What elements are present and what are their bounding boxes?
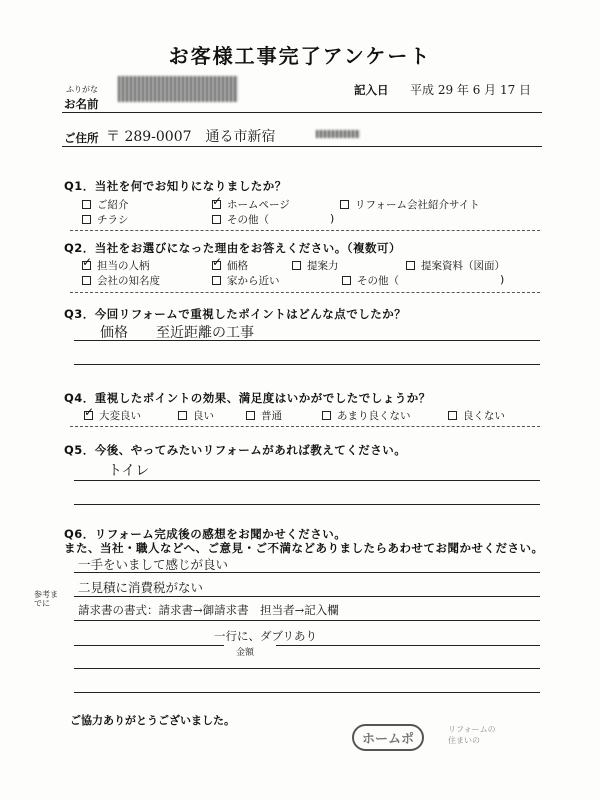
q4-divider bbox=[70, 426, 540, 427]
checkbox[interactable] bbox=[342, 276, 351, 285]
q3-answer: 価格 至近距離の工事 bbox=[100, 325, 254, 341]
checkbox[interactable] bbox=[212, 276, 221, 285]
q1-option-homepage[interactable]: ✓ ホームページ bbox=[212, 197, 290, 212]
q6-answer-line-4: 一行に、ダブリあり bbox=[214, 629, 318, 643]
q5-answer-line-2 bbox=[74, 504, 540, 505]
company-logo: ホームポ bbox=[352, 724, 424, 751]
q2-divider bbox=[70, 292, 540, 293]
q6-margin-note: 参考までに bbox=[34, 590, 58, 608]
q1-question: Q1．当社を何でお知りになりましたか？ bbox=[64, 179, 287, 193]
q2-option-proposal[interactable]: 提案力 bbox=[292, 258, 339, 273]
checkbox[interactable] bbox=[82, 276, 91, 285]
q5-answer: トイレ bbox=[108, 463, 150, 479]
q2-option-staff[interactable]: ✓ 担当の人柄 bbox=[82, 258, 150, 273]
q3-answer-line-2 bbox=[74, 364, 540, 365]
q6-answer-line-1: 一手をいまして感じが良い bbox=[78, 557, 229, 572]
logo-caption-line-1: リフォームの bbox=[448, 725, 496, 734]
q1-option-reform-site[interactable]: リフォーム会社紹介サイト bbox=[340, 197, 480, 212]
checkbox[interactable] bbox=[448, 411, 457, 420]
checkbox[interactable] bbox=[178, 411, 187, 420]
q1-option-other[interactable]: その他（ bbox=[212, 212, 269, 227]
q6-line-1 bbox=[74, 572, 540, 573]
checkbox-checked[interactable] bbox=[84, 411, 93, 420]
checkbox[interactable] bbox=[82, 215, 91, 224]
q1-other-close: ) bbox=[330, 212, 335, 225]
checkbox[interactable] bbox=[212, 215, 221, 224]
q6-line-6 bbox=[74, 692, 540, 693]
furigana-label: ふりがな bbox=[66, 85, 98, 94]
q6-line-4a bbox=[74, 645, 224, 646]
page-title: お客様工事完了アンケート bbox=[168, 44, 432, 68]
q2-option-proposal-docs[interactable]: 提案資料（図面） bbox=[406, 258, 505, 273]
checkbox[interactable] bbox=[406, 261, 415, 270]
q4-option-very-good[interactable]: ✓ 大変良い bbox=[84, 408, 141, 423]
address-value: 〒 289-0007 通る市新宿 bbox=[106, 129, 276, 145]
q6-line-5 bbox=[74, 668, 540, 669]
q6-line-2 bbox=[74, 596, 540, 597]
checkbox-checked[interactable] bbox=[212, 261, 221, 270]
redacted-address bbox=[316, 130, 360, 138]
q5-answer-line-1 bbox=[74, 480, 540, 481]
q6-small-note: 金額 bbox=[236, 648, 255, 658]
q2-option-nearby[interactable]: 家から近い bbox=[212, 273, 280, 288]
q4-option-normal[interactable]: 普通 bbox=[246, 408, 282, 423]
q6-question-line-1: Q6．リフォーム完成後の感想をお聞かせください。 bbox=[64, 527, 347, 541]
q2-question: Q2．当社をお選びになった理由をお答えください。（複数可） bbox=[64, 241, 402, 255]
date-label: 記入日 bbox=[354, 83, 389, 97]
address-underline bbox=[62, 146, 542, 147]
q5-question: Q5．今後、やってみたいリフォームがあれば教えてください。 bbox=[64, 443, 407, 457]
q1-option-flyer[interactable]: チラシ bbox=[82, 212, 129, 227]
checkbox[interactable] bbox=[322, 411, 331, 420]
q6-answer-line-3: 請求書の書式：請求書→御請求書 担当者→記入欄 bbox=[78, 603, 339, 617]
q2-option-reputation[interactable]: 会社の知名度 bbox=[82, 273, 160, 288]
thanks-text: ご協力ありがとうございました。 bbox=[70, 714, 235, 727]
q6-line-3 bbox=[74, 620, 540, 621]
checkbox[interactable] bbox=[82, 200, 91, 209]
q1-divider bbox=[70, 230, 540, 231]
checkbox[interactable] bbox=[246, 411, 255, 420]
name-label: お名前 bbox=[64, 97, 99, 111]
redacted-name bbox=[118, 76, 238, 102]
q2-option-price[interactable]: ✓ 価格 bbox=[212, 258, 248, 273]
name-underline bbox=[62, 112, 542, 113]
q3-answer-line-1 bbox=[74, 340, 540, 341]
q2-other-close: ) bbox=[500, 273, 505, 286]
checkbox[interactable] bbox=[292, 261, 301, 270]
q4-option-bad[interactable]: 良くない bbox=[448, 408, 505, 423]
logo-caption-line-2: 住まいの bbox=[448, 736, 480, 745]
q6-line-4b bbox=[276, 645, 540, 646]
address-label: ご住所 bbox=[64, 131, 99, 145]
checkbox[interactable] bbox=[340, 200, 349, 209]
q4-option-not-so-good[interactable]: あまり良くない bbox=[322, 408, 411, 423]
q2-option-other[interactable]: その他（ bbox=[342, 273, 399, 288]
date-value: 平成 29 年 6 月 17 日 bbox=[410, 83, 532, 97]
q4-option-good[interactable]: 良い bbox=[178, 408, 214, 423]
q1-option-referral[interactable]: ご紹介 bbox=[82, 197, 129, 212]
checkbox-checked[interactable] bbox=[82, 261, 91, 270]
q3-question: Q3．今回リフォームで重視したポイントはどんな点でしたか？ bbox=[64, 307, 407, 321]
checkbox-checked[interactable] bbox=[212, 200, 221, 209]
q6-question-line-2: また、当社・職人などへ、ご意見・ご不満などありましたらあわせてお聞かせください。 bbox=[64, 541, 544, 555]
logo-caption bbox=[448, 724, 496, 746]
q6-answer-line-2: 二見積に消費税がない bbox=[78, 580, 204, 595]
q4-question: Q4．重視したポイントの効果、満足度はいかがでしたでしょうか？ bbox=[64, 391, 431, 405]
